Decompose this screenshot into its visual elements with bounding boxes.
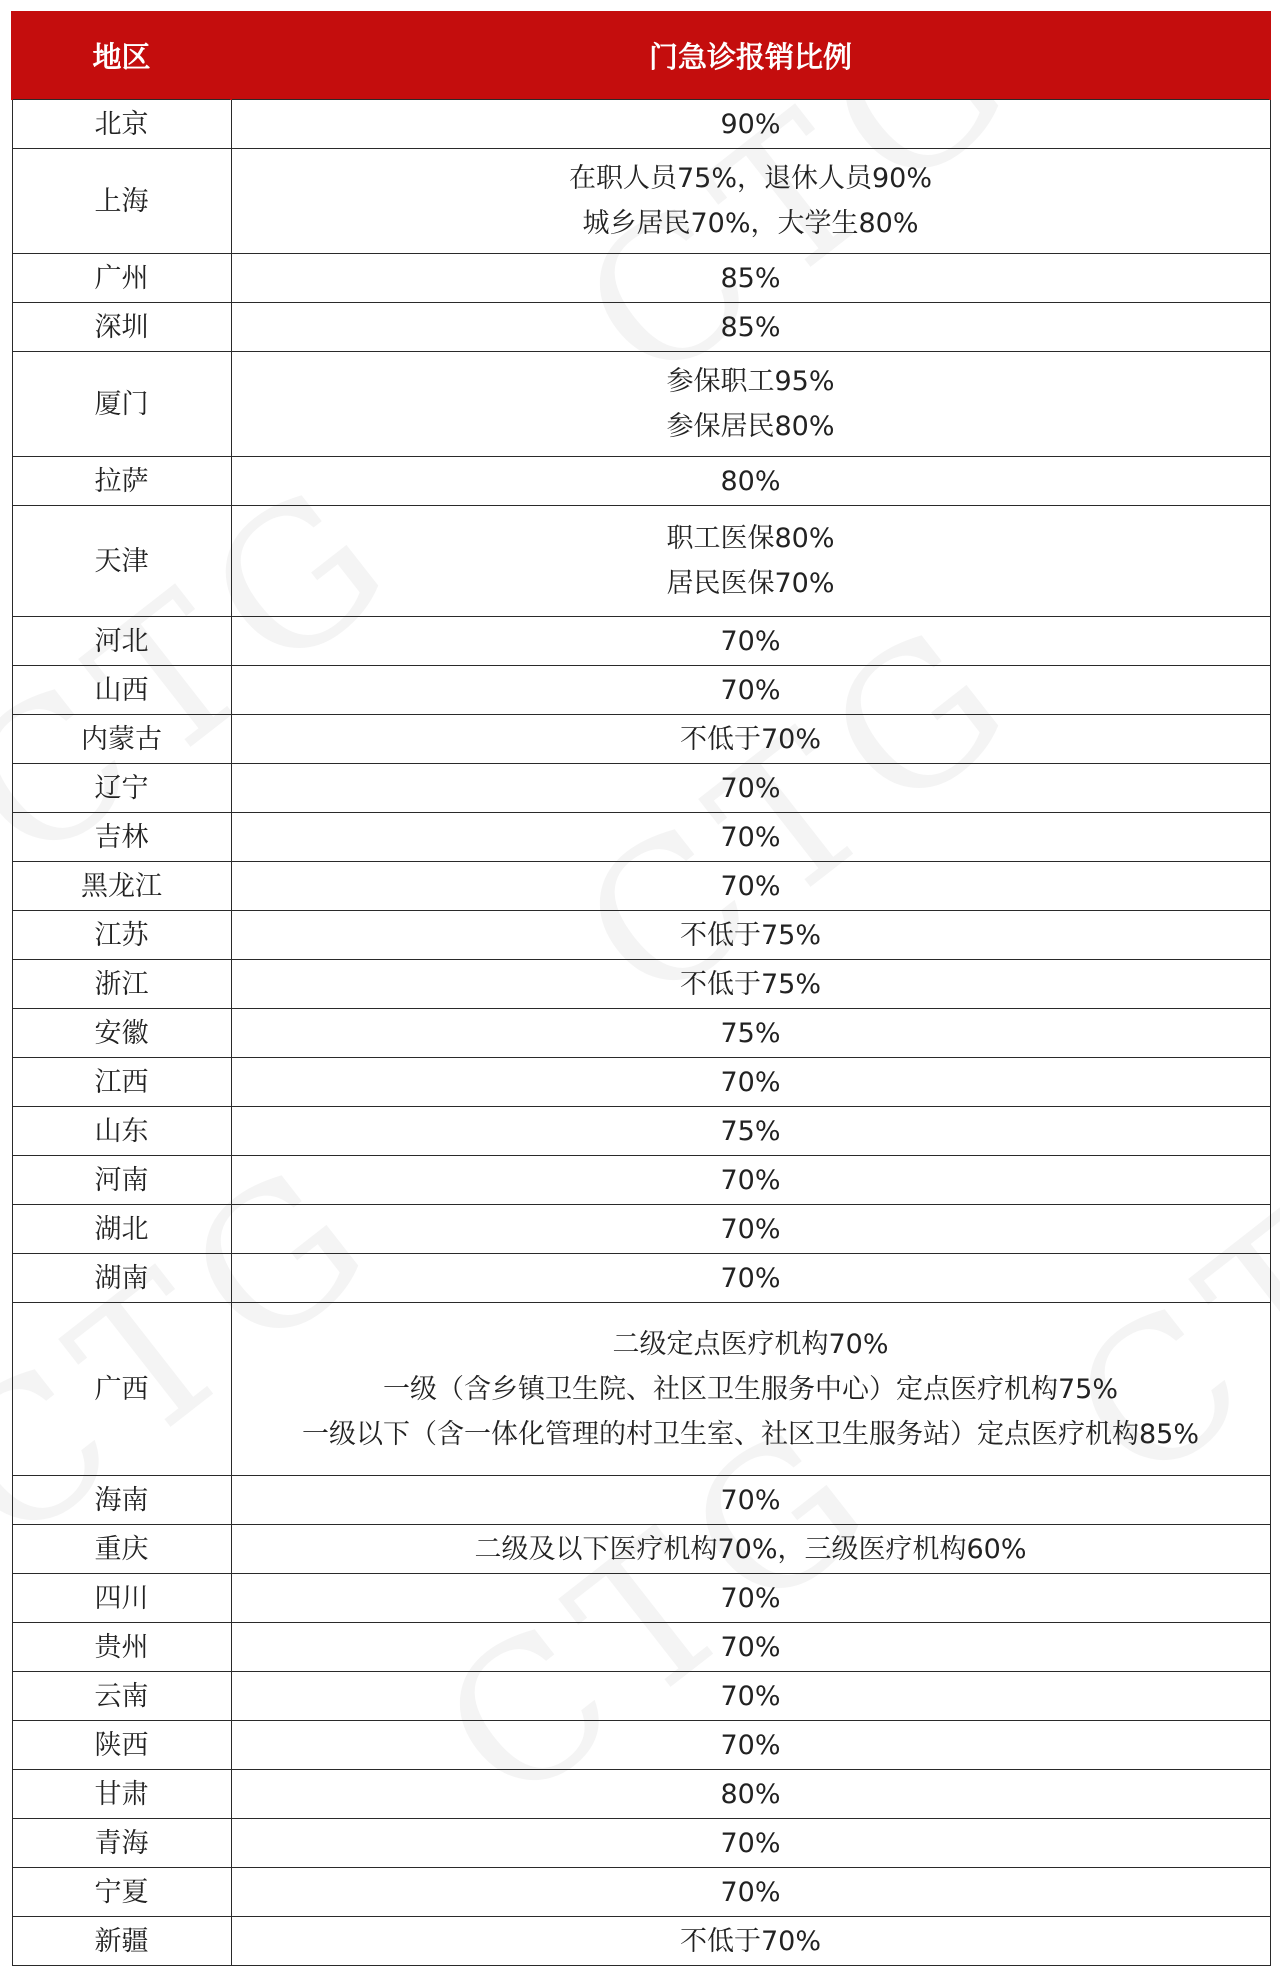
table-header-row xyxy=(12,11,1270,100)
region-cell: 辽宁 xyxy=(12,764,231,813)
ratio-cell xyxy=(231,813,1270,862)
table-row xyxy=(12,1525,1270,1574)
ratio-line: 70% xyxy=(720,1164,781,1196)
ratio-line: 参保职工95% xyxy=(666,366,835,397)
region-cell: 甘肃 xyxy=(12,1770,231,1819)
region-cell: 浙江 xyxy=(12,960,231,1009)
table-row xyxy=(12,764,1270,813)
region-cell: 江西 xyxy=(12,1058,231,1107)
ratio-cell xyxy=(231,1574,1270,1623)
header-region: 地区 xyxy=(12,11,231,100)
table-row xyxy=(12,862,1270,911)
ratio-cell xyxy=(231,1476,1270,1525)
ratio-line: 70% xyxy=(720,1484,781,1516)
region-cell: 贵州 xyxy=(12,1623,231,1672)
ratio-line: 70% xyxy=(720,1213,781,1245)
region-cell: 河北 xyxy=(12,617,231,666)
ratio-line: 70% xyxy=(720,1680,781,1712)
table-row xyxy=(12,1058,1270,1107)
ratio-cell xyxy=(231,1917,1270,1966)
ratio-cell xyxy=(231,911,1270,960)
table-row xyxy=(12,1868,1270,1917)
region-cell: 湖南 xyxy=(12,1254,231,1303)
region-cell: 安徽 xyxy=(12,1009,231,1058)
table-row xyxy=(12,457,1270,506)
region-cell: 四川 xyxy=(12,1574,231,1623)
ratio-cell xyxy=(231,1623,1270,1672)
table-row xyxy=(12,1254,1270,1303)
table-row xyxy=(12,666,1270,715)
ratio-cell xyxy=(231,1672,1270,1721)
table-row xyxy=(12,303,1270,352)
region-cell: 江苏 xyxy=(12,911,231,960)
ratio-line: 二级及以下医疗机构70%，三级医疗机构60% xyxy=(474,1533,1027,1565)
ratio-line: 85% xyxy=(720,311,781,343)
table-row xyxy=(12,1819,1270,1868)
header-ratio: 门急诊报销比例 xyxy=(231,11,1270,100)
table-row xyxy=(12,1107,1270,1156)
region-cell: 北京 xyxy=(12,100,231,149)
ratio-cell xyxy=(231,666,1270,715)
ratio-cell xyxy=(231,617,1270,666)
region-cell: 天津 xyxy=(12,506,231,617)
ratio-line: 参保居民80% xyxy=(666,411,835,442)
ratio-line: 职工医保80% xyxy=(666,523,835,554)
ratio-line: 70% xyxy=(720,1066,781,1098)
table-row xyxy=(12,960,1270,1009)
table-row xyxy=(12,1721,1270,1770)
region-cell: 山西 xyxy=(12,666,231,715)
ratio-cell xyxy=(231,1868,1270,1917)
ratio-line: 不低于75% xyxy=(679,919,821,951)
ratio-line: 80% xyxy=(720,465,781,497)
region-cell: 宁夏 xyxy=(12,1868,231,1917)
table-row xyxy=(12,1770,1270,1819)
ratio-line: 城乡居民70%，大学生80% xyxy=(582,208,919,239)
ratio-cell xyxy=(231,506,1270,617)
ratio-line: 70% xyxy=(720,674,781,706)
table-row xyxy=(12,1672,1270,1721)
table-row xyxy=(12,1623,1270,1672)
ratio-cell xyxy=(231,1770,1270,1819)
table-row xyxy=(12,1205,1270,1254)
region-cell: 上海 xyxy=(12,149,231,254)
ratio-line: 70% xyxy=(720,1827,781,1859)
region-cell: 内蒙古 xyxy=(12,715,231,764)
ratio-line: 90% xyxy=(720,108,781,140)
ratio-line: 70% xyxy=(720,1582,781,1614)
region-cell: 海南 xyxy=(12,1476,231,1525)
table-row xyxy=(12,1156,1270,1205)
ratio-line: 75% xyxy=(720,1115,781,1147)
table-row xyxy=(12,911,1270,960)
region-cell: 河南 xyxy=(12,1156,231,1205)
ratio-cell xyxy=(231,715,1270,764)
table-row xyxy=(12,149,1270,254)
ratio-cell xyxy=(231,960,1270,1009)
region-cell: 青海 xyxy=(12,1819,231,1868)
region-cell: 黑龙江 xyxy=(12,862,231,911)
ratio-line: 不低于75% xyxy=(679,968,821,1000)
region-cell: 拉萨 xyxy=(12,457,231,506)
table-row xyxy=(12,1009,1270,1058)
ratio-line: 70% xyxy=(720,1729,781,1761)
ratio-cell xyxy=(231,1303,1270,1476)
ratio-line: 75% xyxy=(720,1017,781,1049)
ratio-cell xyxy=(231,1156,1270,1205)
ratio-line: 不低于70% xyxy=(679,723,821,755)
table-row xyxy=(12,352,1270,457)
ratio-cell xyxy=(231,100,1270,149)
table-row xyxy=(12,617,1270,666)
ratio-cell xyxy=(231,303,1270,352)
ratio-line: 居民医保70% xyxy=(666,568,835,599)
ratio-cell xyxy=(231,1009,1270,1058)
ratio-cell xyxy=(231,254,1270,303)
table-row xyxy=(12,100,1270,149)
ratio-cell xyxy=(231,149,1270,254)
ratio-cell xyxy=(231,1058,1270,1107)
region-cell: 重庆 xyxy=(12,1525,231,1574)
region-cell: 云南 xyxy=(12,1672,231,1721)
ratio-line: 在职人员75%，退休人员90% xyxy=(568,163,933,194)
ratio-line: 70% xyxy=(720,625,781,657)
region-cell: 广州 xyxy=(12,254,231,303)
table-row xyxy=(12,813,1270,862)
ratio-line: 70% xyxy=(720,1631,781,1663)
region-cell: 湖北 xyxy=(12,1205,231,1254)
ratio-line: 70% xyxy=(720,870,781,902)
table-row xyxy=(12,1574,1270,1623)
reimbursement-table xyxy=(11,11,1271,1966)
table-row xyxy=(12,715,1270,764)
ratio-line: 70% xyxy=(720,772,781,804)
table-row xyxy=(12,1303,1270,1476)
ratio-line: 70% xyxy=(720,1262,781,1294)
ratio-cell xyxy=(231,862,1270,911)
ratio-cell xyxy=(231,1107,1270,1156)
table-row xyxy=(12,1476,1270,1525)
ratio-cell xyxy=(231,1819,1270,1868)
ratio-cell xyxy=(231,1254,1270,1303)
ratio-line: 一级以下（含一体化管理的村卫生室、社区卫生服务站）定点医疗机构85% xyxy=(301,1418,1199,1450)
ratio-line: 70% xyxy=(720,1876,781,1908)
table-row xyxy=(12,1917,1270,1966)
region-cell: 新疆 xyxy=(12,1917,231,1966)
ratio-cell xyxy=(231,1525,1270,1574)
ratio-cell xyxy=(231,352,1270,457)
ratio-line: 85% xyxy=(720,262,781,294)
region-cell: 广西 xyxy=(12,1303,231,1476)
ratio-line: 不低于70% xyxy=(679,1925,821,1957)
ratio-cell xyxy=(231,764,1270,813)
region-cell: 陕西 xyxy=(12,1721,231,1770)
ratio-line: 一级（含乡镇卫生院、社区卫生服务中心）定点医疗机构75% xyxy=(382,1373,1118,1405)
region-cell: 吉林 xyxy=(12,813,231,862)
table-body xyxy=(12,100,1270,1966)
ratio-line: 二级定点医疗机构70% xyxy=(612,1328,889,1360)
ratio-cell xyxy=(231,1721,1270,1770)
table-row xyxy=(12,254,1270,303)
table-row xyxy=(12,506,1270,617)
ratio-line: 80% xyxy=(720,1778,781,1810)
ratio-cell xyxy=(231,1205,1270,1254)
region-cell: 深圳 xyxy=(12,303,231,352)
region-cell: 厦门 xyxy=(12,352,231,457)
ratio-line: 70% xyxy=(720,821,781,853)
region-cell: 山东 xyxy=(12,1107,231,1156)
ratio-cell xyxy=(231,457,1270,506)
